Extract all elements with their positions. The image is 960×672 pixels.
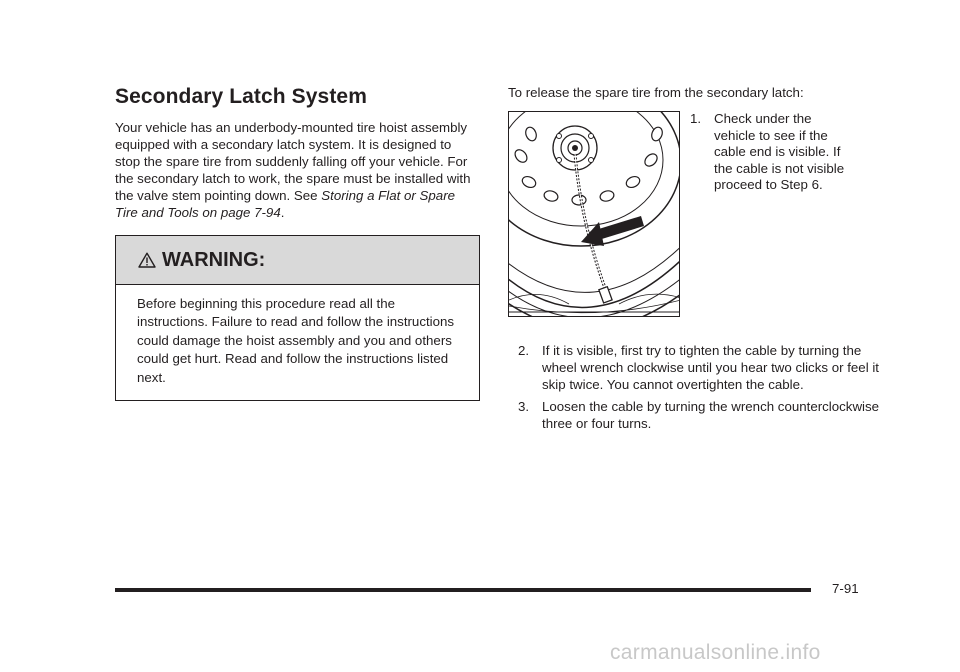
warning-text: Before beginning this procedure read all the instructions. Failure to read and follow the instructions could damage the hoist assembly and you and others could get hurt. Read and follow the instructions listed next. — [137, 296, 455, 385]
step-text: Loosen the cable by turning the wrench counterclockwise three or four turns. — [542, 399, 880, 432]
warning-triangle-icon — [138, 252, 156, 268]
spare-tire-illustration — [508, 111, 680, 317]
step-3 — [518, 399, 880, 433]
left-column — [115, 84, 480, 401]
step-number: 3. — [518, 399, 530, 415]
step-list — [518, 343, 880, 433]
watermark: carmanualsonline.info — [610, 641, 821, 664]
figure-row — [508, 111, 880, 317]
step-number: 2. — [518, 343, 530, 358]
intro-paragraph — [115, 119, 480, 221]
step-text: If it is visible, first try to tighten the cable by turning the wheel wrench clockwise until you hear two clicks or feel it skip twice. You cannot overtighten the cable. — [542, 343, 879, 392]
paragraph-main: Your vehicle has an underbody-mounted tire hoist assembly equipped with a secondary latch system. It is designed to stop the spare tire from suddenly falling off your vehicle. For the secondary latch to work, the spare must be installed with the valve stem pointing down. — [115, 120, 471, 203]
right-column — [508, 84, 880, 439]
cross-reference-link[interactable]: Storing a Flat or Spare Tire and Tools on page 7-94 — [115, 188, 456, 220]
see-suffix: . — [280, 205, 285, 220]
page-number: 7-91 — [832, 581, 859, 596]
procedure-intro: To release the spare tire from the secondary latch: — [508, 85, 804, 100]
section-heading: Secondary Latch System — [115, 85, 367, 108]
step-1 — [690, 111, 849, 317]
warning-title: WARNING: — [162, 248, 266, 271]
spare-tire-drawing — [509, 112, 680, 317]
warning-header — [116, 236, 479, 285]
footer-rule — [115, 588, 811, 592]
see-prefix: See — [293, 188, 322, 203]
step-2 — [518, 343, 880, 393]
step-number: 1. — [690, 111, 702, 126]
warning-box — [115, 235, 480, 401]
step-text: Check under the vehicle to see if the cable end is visible. If the cable is not visible proceed to Step 6. — [714, 111, 845, 193]
